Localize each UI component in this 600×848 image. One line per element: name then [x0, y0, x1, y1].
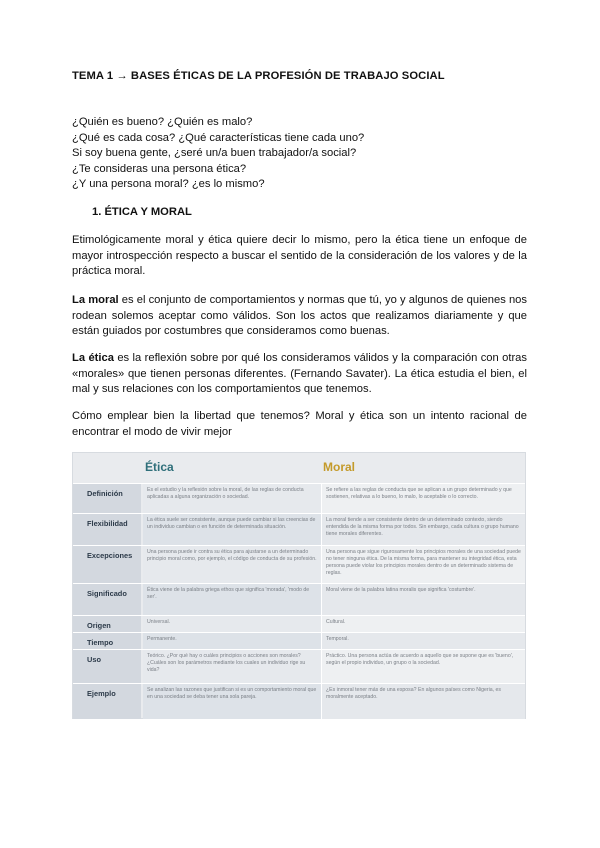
paragraph-etymology: Etimológicamente moral y ética quiere decir lo mismo, pero la ética tiene un enfoque de mayor introspección respecto a buscar el sentido de la consideración de los valores y de la práctica moral. — [72, 234, 527, 277]
row-label: Excepciones — [73, 546, 141, 584]
cell-moral: Moral viene de la palabra latina moralis que significa 'costumbre'. — [321, 584, 525, 616]
table-row — [73, 683, 525, 719]
row-label: Ejemplo — [73, 684, 141, 719]
question-line: ¿Te consideras una persona ética? — [72, 162, 247, 175]
table-header — [73, 453, 525, 483]
question-line: ¿Quién es bueno? ¿Quién es malo? — [72, 116, 253, 128]
table-row — [73, 632, 525, 650]
table-row — [73, 545, 525, 584]
cell-etica: La ética suele ser consistente, aunque puede cambiar si las creencias de un individuo cambian o en función de determinada situación. — [143, 514, 321, 546]
section-heading: 1. ÉTICA Y MORAL — [92, 206, 192, 218]
cell-moral: Se refiere a las reglas de conducta que se aplican a un grupo determinado y que sostienen, relativas a lo bueno, lo malo, lo aceptable o lo correcto. — [321, 484, 525, 514]
table-row — [73, 513, 525, 546]
cell-etica: Teórico. ¿Por qué hay o cuáles principios o acciones son morales? ¿Cuáles son los parámetros mediante los cuales un individuo rige su vida? — [143, 650, 321, 684]
document-title: TEMA 1 → BASES ÉTICAS DE LA PROFESIÓN DE TRABAJO SOCIAL — [72, 70, 445, 82]
cell-etica: Ética viene de la palabra griega ethos que significa 'morada', 'modo de ser'. — [143, 584, 321, 616]
row-label: Significado — [73, 584, 141, 616]
header-etica: Ética — [145, 460, 174, 474]
cell-moral: Temporal. — [321, 633, 525, 650]
paragraph-moral-text: es el conjunto de comportamientos y normas que tú, yo y algunos de quienes nos rodean solemos aceptar como válidos. Son los actos que realizamos diariamente y que están guiados por costumbres que consideramos como buenas. — [72, 294, 527, 337]
paragraph-etica-text: es la reflexión sobre por qué los consideramos válidos y la comparación con otras «morales» que tienen personas diferentes. (Fernando Savater). La ética estudia el bien, el mal y sus relaciones con los comportamientos que tenemos. — [72, 352, 527, 395]
row-label: Origen — [73, 616, 141, 633]
cell-moral: Una persona que sigue rigurosamente los principios morales de una sociedad puede no tener ninguna ética. De la misma forma, para mantener su integridad ética, esta persona puede violar los principios morales dentro de un determinado sistema de reglas. — [321, 546, 525, 584]
cell-etica: Es el estudio y la reflexión sobre la moral, de las reglas de conducta aplicadas a alguna organización o sociedad. — [143, 484, 321, 514]
cell-moral: Cultural. — [321, 616, 525, 633]
term-etica: La ética — [72, 352, 114, 364]
row-label: Definición — [73, 484, 141, 514]
paragraph-etica — [72, 351, 527, 398]
row-label: Flexibilidad — [73, 514, 141, 546]
cell-etica: Permanente. — [143, 633, 321, 650]
paragraph-libertad: Cómo emplear bien la libertad que tenemos? Moral y ética son un intento racional de encontrar el modo de vivir mejor — [72, 410, 527, 438]
row-label: Uso — [73, 650, 141, 684]
question-line: Si soy buena gente, ¿seré un/a buen trabajador/a social? — [72, 147, 357, 159]
question-list — [72, 115, 364, 193]
header-moral: Moral — [323, 460, 356, 474]
paragraph-moral — [72, 293, 527, 340]
table-row — [73, 615, 525, 633]
comparison-table-image — [72, 452, 526, 719]
table-row — [73, 583, 525, 616]
cell-moral: Práctico. Una persona actúa de acuerdo a aquello que se supone que es 'bueno', según el propio individuo, un grupo o la sociedad. — [321, 650, 525, 684]
table-row — [73, 483, 525, 514]
cell-moral: ¿Es inmoral tener más de una esposa? En algunos países como Nigeria, es moralmente aceptado. — [321, 684, 525, 719]
cell-etica: Una persona puede ir contra su ética para ajustarse a un determinado principio moral como, por ejemplo, el código de conducta de su profesión. — [143, 546, 321, 584]
term-moral: La moral — [72, 294, 119, 306]
question-line: ¿Qué es cada cosa? ¿Qué características tiene cada uno? — [72, 131, 365, 144]
question-line: ¿Y una persona moral? ¿es lo mismo? — [72, 178, 265, 190]
cell-moral: La moral tiende a ser consistente dentro de un determinado contexto, siendo entendida de la misma forma por todos. Sin embargo, cada cultura o grupo humano tiene morales diferentes. — [321, 514, 525, 546]
row-label: Tiempo — [73, 633, 141, 650]
table-row — [73, 649, 525, 684]
cell-etica: Se analizan las razones que justifican si es un comportamiento moral que en una sociedad se deba tener una sola pareja. — [143, 684, 321, 719]
cell-etica: Universal. — [143, 616, 321, 633]
